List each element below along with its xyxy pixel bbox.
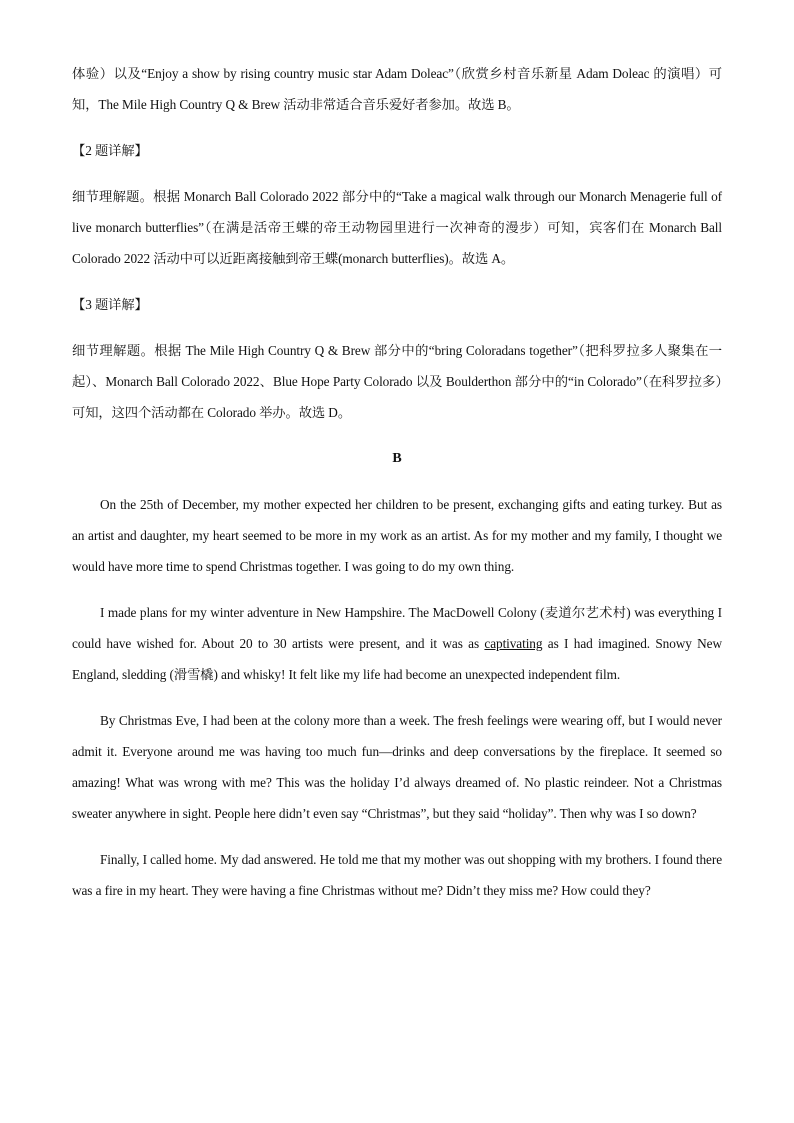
paragraph-2-before: I made plans for my winter adventure in New Hampshire. The MacDowell Colony (麦道尔艺术村) was everything I could have wished for. About 20 to 30 artists were present, and it was as xyxy=(72,605,722,651)
underlined-word-captivating: captivating xyxy=(484,636,543,651)
passage-paragraph-4: Finally, I called home. My dad answered. He told me that my mother was out shopping with my brothers. I found there was a fire in my heart. They were having a fine Christmas without me? Didn’t they miss me? How could they? xyxy=(72,852,722,898)
document-content xyxy=(72,58,722,921)
question-3-heading: 【3 题详解】 xyxy=(72,297,148,312)
paragraph-2-after: as I had imagined. Snowy New England, sledding (滑雪橇) and whisky! It felt like my life had become an unexpected independent film. xyxy=(72,636,722,682)
passage-paragraph-2 xyxy=(72,597,722,690)
passage-paragraph-3: By Christmas Eve, I had been at the colony more than a week. The fresh feelings were wearing off, but I would never admit it. Everyone around me was having too much fun—drinks and deep conversations by the fireplace. It seemed so amazing! What was wrong with me? This was the holiday I’d always dreamed of. No plastic reindeer. Not a Christmas sweater anywhere in sight. People here didn’t even say “Christmas”, but they said “holiday”. Then why was I so down? xyxy=(72,713,722,821)
passage-paragraph-1: On the 25th of December, my mother expected her children to be present, exchanging gifts and eating turkey. But as an artist and daughter, my heart seemed to be more in my work as an artist. As for my mother and my family, I thought we would have more time to spend Christmas together. I was going to do my own thing. xyxy=(72,497,722,574)
explanation-q2: 细节理解题。根据 Monarch Ball Colorado 2022 部分中的“Take a magical walk through our Monarch Menagerie full of live monarch butterflies”（在满是活帝王蝶的帝王动物园里进行一次神奇的漫步）可知，宾客们在 Monarch Ball Colorado 2022 活动中可以近距离接触到帝王蝶(monarch butterflies)。故选 A。 xyxy=(72,189,722,266)
question-2-heading: 【2 题详解】 xyxy=(72,143,148,158)
explanation-q3: 细节理解题。根据 The Mile High Country Q & Brew 部分中的“bring Coloradans together”（把科罗拉多人聚集在一起）、Monarch Ball Colorado 2022、Blue Hope Party Colorado 以及 Boulderthon 部分中的“in Colorado”（在科罗拉多）可知，这四个活动都在 Colorado 举办。故选 D。 xyxy=(72,343,722,420)
section-b-title: B xyxy=(392,451,402,466)
explanation-q1-continued: 体验）以及“Enjoy a show by rising country music star Adam Doleac”（欣赏乡村音乐新星 Adam Doleac 的演唱）可知，The Mile High Country Q & Brew 活动非常适合音乐爱好者参加。故选 B。 xyxy=(72,66,722,112)
